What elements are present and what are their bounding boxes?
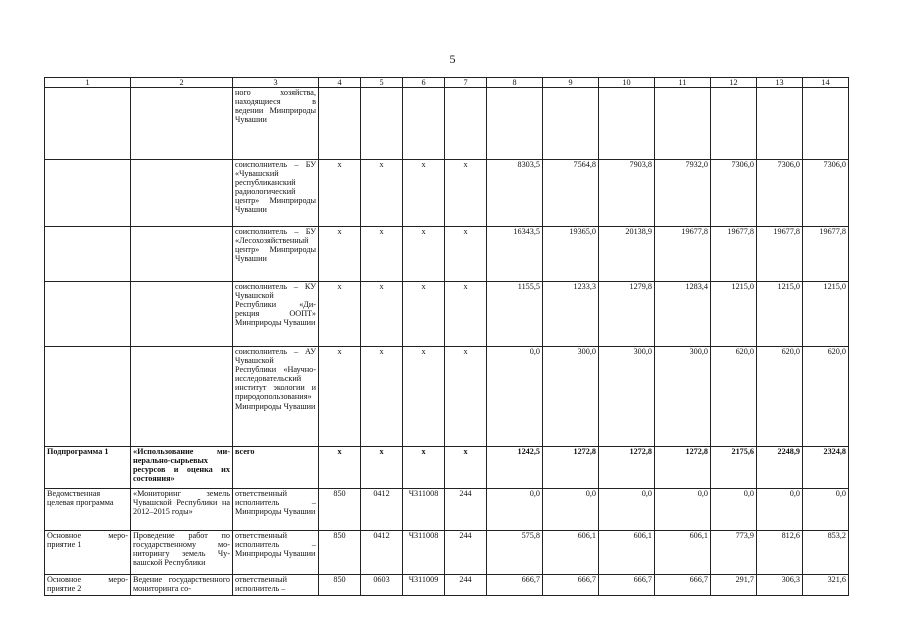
cell-c2: «Использование минерально-сырьевых ресурсов и оценка их состояния» [131,447,233,489]
value-cell: х [403,347,445,447]
value-cell: 306,3 [757,575,803,596]
value-cell: 0,0 [711,489,757,531]
value-cell [487,88,543,160]
cell-c1: Ведомственная целевая программа [45,489,131,531]
value-cell: 1215,0 [711,282,757,347]
value-cell: х [361,160,403,227]
value-cell: 16343,5 [487,227,543,282]
value-cell: 1155,5 [487,282,543,347]
value-cell: 606,1 [543,531,599,575]
table-row [45,575,849,596]
value-cell: 2324,8 [803,447,849,489]
value-cell: 7306,0 [711,160,757,227]
value-cell: 19365,0 [543,227,599,282]
cell-c2 [131,227,233,282]
value-cell [403,88,445,160]
value-cell: 1272,8 [599,447,655,489]
value-cell: 7903,8 [599,160,655,227]
value-cell: 620,0 [711,347,757,447]
budget-table [44,77,849,596]
value-cell: Ч311008 [403,489,445,531]
value-cell: х [361,447,403,489]
value-cell: 0412 [361,489,403,531]
cell-c1 [45,88,131,160]
cell-c2 [131,160,233,227]
value-cell: 850 [319,575,361,596]
value-cell: 0,0 [599,489,655,531]
value-cell: 853,2 [803,531,849,575]
cell-c1: Подпрограмма 1 [45,447,131,489]
value-cell: 1272,8 [543,447,599,489]
value-cell: 620,0 [803,347,849,447]
value-cell: х [445,160,487,227]
value-cell: х [445,447,487,489]
value-cell: х [319,282,361,347]
table-row [45,160,849,227]
header-cell: 3 [233,78,319,88]
value-cell: 7564,8 [543,160,599,227]
value-cell: х [361,282,403,347]
header-cell: 13 [757,78,803,88]
value-cell: х [319,227,361,282]
value-cell: 19677,8 [757,227,803,282]
value-cell: 291,7 [711,575,757,596]
cell-c1: Основное мероприятие 2 [45,575,131,596]
value-cell: 2248,9 [757,447,803,489]
cell-c1: Основное мероприятие 1 [45,531,131,575]
value-cell: 0,0 [543,489,599,531]
value-cell: 244 [445,489,487,531]
value-cell: 300,0 [543,347,599,447]
value-cell: 1233,3 [543,282,599,347]
table-row [45,531,849,575]
cell-c3: ответственный исполнитель – Минприроды Чувашии [233,531,319,575]
value-cell: 666,7 [655,575,711,596]
header-cell: 1 [45,78,131,88]
value-cell: 0603 [361,575,403,596]
value-cell: х [445,347,487,447]
value-cell: 8303,5 [487,160,543,227]
table-row [45,227,849,282]
value-cell [757,88,803,160]
value-cell: 7932,0 [655,160,711,227]
header-cell: 8 [487,78,543,88]
value-cell [445,88,487,160]
header-cell: 14 [803,78,849,88]
value-cell: 620,0 [757,347,803,447]
header-cell: 7 [445,78,487,88]
header-cell: 6 [403,78,445,88]
value-cell: 2175,6 [711,447,757,489]
table-header-row [45,78,849,88]
cell-c3: ответственный исполнитель – [233,575,319,596]
cell-c3: всего [233,447,319,489]
value-cell: 812,6 [757,531,803,575]
header-cell: 2 [131,78,233,88]
cell-c3: соисполнитель – БУ «Лесохозяйственный центр» Минприроды Чувашии [233,227,319,282]
value-cell: х [403,227,445,282]
cell-c2 [131,282,233,347]
value-cell: 575,8 [487,531,543,575]
value-cell: 0,0 [757,489,803,531]
header-cell: 4 [319,78,361,88]
cell-c3: соисполнитель – БУ «Чувашский республиканский радиологический центр» Минприроды Чувашии [233,160,319,227]
value-cell: 19677,8 [655,227,711,282]
value-cell: 1272,8 [655,447,711,489]
value-cell: х [361,347,403,447]
cell-c2 [131,347,233,447]
cell-c3: соисполнитель – КУ Чувашской Республики «Дирекция ООПТ» Минприроды Чувашии [233,282,319,347]
value-cell: х [445,227,487,282]
table-row [45,88,849,160]
cell-c1 [45,160,131,227]
value-cell [543,88,599,160]
value-cell: 666,7 [599,575,655,596]
value-cell: 19677,8 [803,227,849,282]
header-cell: 10 [599,78,655,88]
table-row [45,282,849,347]
value-cell: 244 [445,531,487,575]
value-cell: 1215,0 [757,282,803,347]
cell-c3: ного хозяйства, находящиеся в ведении Минприроды Чувашии [233,88,319,160]
value-cell: 773,9 [711,531,757,575]
value-cell: 7306,0 [757,160,803,227]
value-cell: 0,0 [803,489,849,531]
header-cell: 11 [655,78,711,88]
value-cell: 244 [445,575,487,596]
value-cell: 300,0 [599,347,655,447]
value-cell [361,88,403,160]
value-cell [599,88,655,160]
cell-c3: соисполнитель – АУ Чувашской Республики «Научно-исследовательский институт экологии и природопользования» Минприроды Чувашии [233,347,319,447]
value-cell: 0,0 [487,489,543,531]
value-cell: х [361,227,403,282]
value-cell: 300,0 [655,347,711,447]
header-cell: 5 [361,78,403,88]
value-cell: 666,7 [487,575,543,596]
value-cell: 1242,5 [487,447,543,489]
table-row [45,447,849,489]
cell-c2: Проведение работ по государственному мониторингу земель Чувашской Республики [131,531,233,575]
value-cell: 321,6 [803,575,849,596]
value-cell: 7306,0 [803,160,849,227]
value-cell: Ч311008 [403,531,445,575]
value-cell [711,88,757,160]
value-cell: х [403,282,445,347]
value-cell: х [319,347,361,447]
cell-c1 [45,282,131,347]
value-cell: 20138,9 [599,227,655,282]
cell-c2: «Мониторинг земель Чувашской Республики на 2012–2015 годы» [131,489,233,531]
value-cell: 850 [319,489,361,531]
header-cell: 9 [543,78,599,88]
header-cell: 12 [711,78,757,88]
value-cell [803,88,849,160]
value-cell: х [319,160,361,227]
page-number: 5 [449,52,456,66]
value-cell: 1283,4 [655,282,711,347]
value-cell: х [445,282,487,347]
value-cell: 19677,8 [711,227,757,282]
value-cell [319,88,361,160]
value-cell: х [403,160,445,227]
table-row [45,489,849,531]
value-cell: 850 [319,531,361,575]
value-cell: 1279,8 [599,282,655,347]
value-cell: 0,0 [655,489,711,531]
cell-c3: ответственный исполнитель – Минприроды Чувашии [233,489,319,531]
value-cell: 606,1 [655,531,711,575]
value-cell: 666,7 [543,575,599,596]
cell-c1 [45,347,131,447]
cell-c2: Ведение государственного мониторинга со- [131,575,233,596]
value-cell: х [319,447,361,489]
value-cell [655,88,711,160]
value-cell: 0412 [361,531,403,575]
value-cell: 1215,0 [803,282,849,347]
value-cell: Ч311009 [403,575,445,596]
value-cell: 0,0 [487,347,543,447]
cell-c2 [131,88,233,160]
value-cell: х [403,447,445,489]
cell-c1 [45,227,131,282]
table-row [45,347,849,447]
value-cell: 606,1 [599,531,655,575]
